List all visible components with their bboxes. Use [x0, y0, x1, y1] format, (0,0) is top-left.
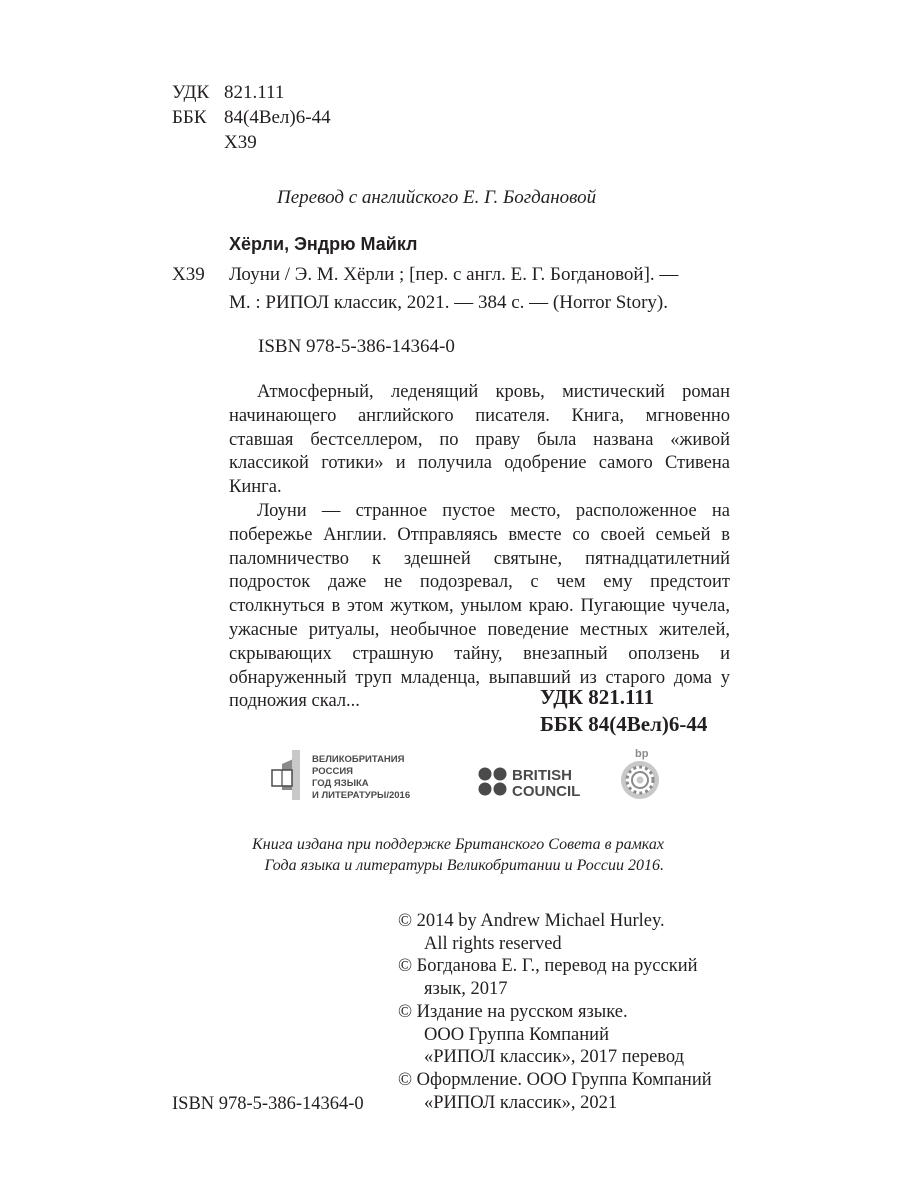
- funding-line-2: Года языка и литературы Великобритании и России 2016.: [264, 857, 664, 874]
- translator-note: Перевод с английского Е. Г. Богдановой: [277, 187, 597, 208]
- british-council-line-2: COUNCIL: [512, 783, 581, 800]
- bibliographic-line-2: М. : РИПОЛ классик, 2021. — 384 с. — (Horror Story).: [229, 292, 668, 313]
- bbk-value: 84(4Вел)6-44: [224, 107, 331, 128]
- british-council-logo: [479, 767, 581, 800]
- year-logo-light-shape: [292, 750, 300, 800]
- copyright-1: © 2014 by Andrew Michael Hurley.: [398, 911, 665, 931]
- year-logo-line-3: ГОД ЯЗЫКА: [312, 778, 369, 789]
- bbk-label: ББК: [172, 107, 207, 128]
- bold-codes: [540, 684, 707, 738]
- sponsor-logos: [242, 742, 662, 804]
- copyright-3-cont-2: «РИПОЛ классик», 2017 перевод: [424, 1047, 685, 1068]
- copyright-1-cont: All rights reserved: [424, 933, 562, 954]
- copyright-3: © Издание на русском языке.: [398, 1001, 628, 1022]
- isbn-bottom: ISBN 978-5-386-14364-0: [172, 1094, 364, 1114]
- year-logo-line-4: И ЛИТЕРАТУРЫ/2016: [312, 790, 411, 801]
- bp-text: bp: [635, 748, 649, 760]
- bold-bbk: ББК 84(4Вел)6-44: [540, 712, 708, 736]
- copyright-2: © Богданова Е. Г., перевод на русский: [398, 956, 698, 977]
- funding-line-1: Книга издана при поддержке Британского Совета в рамках: [252, 836, 664, 853]
- copyright-block: [398, 910, 712, 1114]
- copyright-2-cont: язык, 2017: [424, 979, 508, 1000]
- annotation-paragraph-2: Лоуни — странное пустое место, расположенное на побережье Англии. Отправляясь вместе со своей семьей в паломничество к здешней святыне, пятнадцатилетний подросток даже не подозревал, с чем ему предстоит столкнуться в этом жутком, унылом краю. Пугающие чучела, ужасные ритуалы, необычное поведение местных жителей, скрывающих страшную тайну, внезапный оползень и обнаруженный труп младенца, выпавший из старого дома у подножия скал...: [229, 500, 730, 712]
- year-logo-line-2: РОССИЯ: [312, 766, 353, 777]
- copyright-4-cont: «РИПОЛ классик», 2021: [424, 1092, 618, 1113]
- year-of-language-logo: [242, 742, 662, 804]
- copyright-4: © Оформление. ООО Группа Компаний: [398, 1069, 712, 1090]
- author-mark: Х39: [172, 264, 205, 285]
- annotation-paragraph-1: Атмосферный, леденящий кровь, мистический роман начинающего английского писателя. Книга, мгновенно ставшая бестселлером, по праву была названа «живой классикой готики» и получила одобрение самого Стивена Кинга.: [229, 382, 730, 498]
- isbn-record: ISBN 978-5-386-14364-0: [258, 336, 455, 357]
- annotation: [229, 381, 730, 714]
- udk-label: УДК: [172, 82, 210, 103]
- bp-logo: [621, 748, 659, 799]
- year-logo-line-1: ВЕЛИКОБРИТАНИЯ: [312, 754, 405, 765]
- copyright-3-cont-1: ООО Группа Компаний: [424, 1024, 609, 1045]
- author-heading: Хёрли, Эндрю Майкл: [229, 234, 418, 254]
- funding-note: [230, 834, 664, 876]
- bold-udk: УДК 821.111: [540, 685, 655, 709]
- catalog-codes: [172, 80, 331, 155]
- udk-value: 821.111: [224, 82, 285, 103]
- author-mark-top: Х39: [224, 132, 257, 153]
- bibliographic-line-1: Лоуни / Э. М. Хёрли ; [пер. с англ. Е. Г. Богдановой]. —: [229, 264, 679, 285]
- british-council-line-1: BRITISH: [512, 767, 572, 784]
